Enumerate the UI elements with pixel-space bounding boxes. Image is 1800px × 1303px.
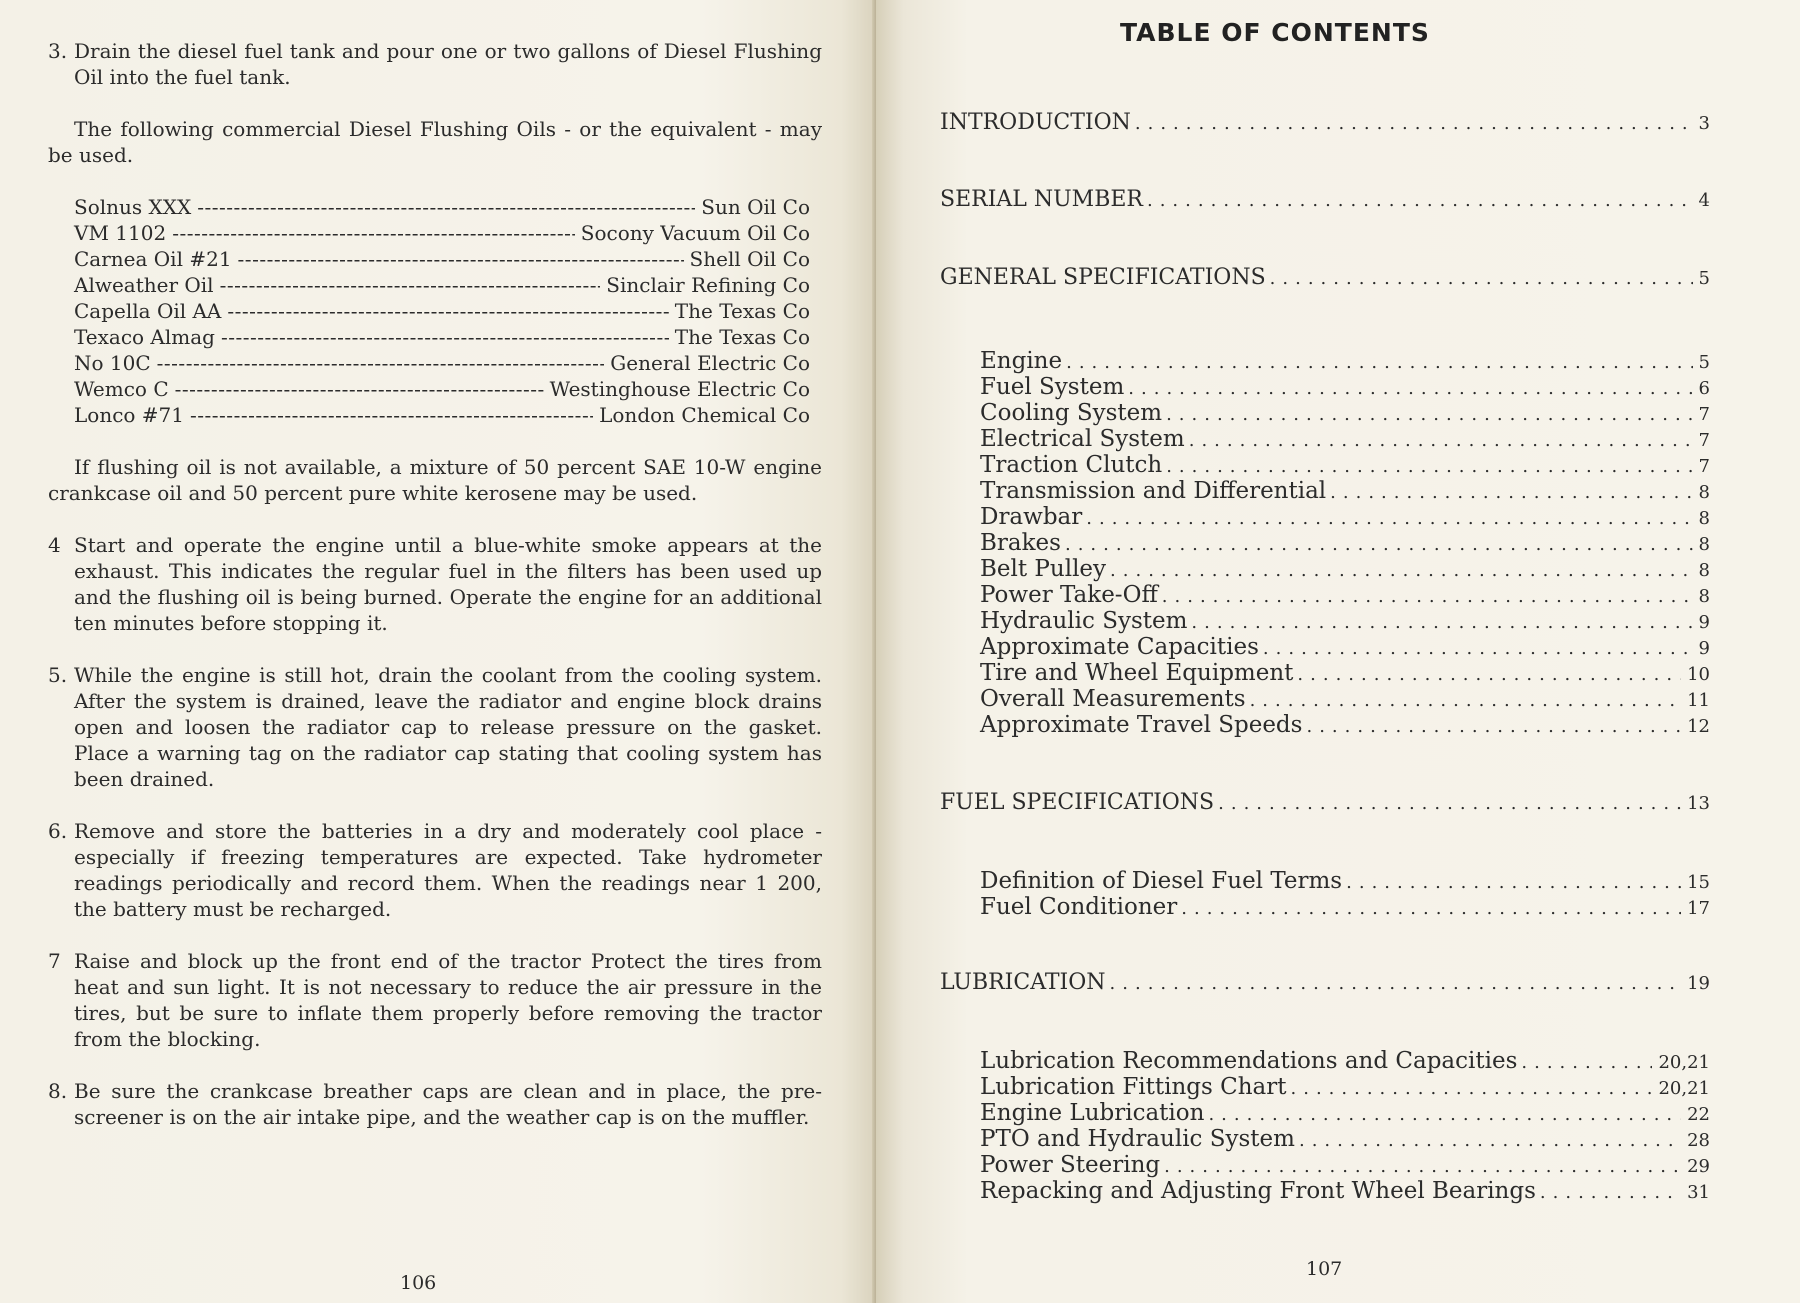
toc-entry <box>980 452 1710 478</box>
leader-dashes <box>227 298 668 324</box>
toc-page: 11 <box>1687 690 1710 711</box>
toc-label: Belt Pulley <box>980 556 1107 582</box>
flushing-oils-intro: The following commercial Diesel Flushing Oils - or the equivalent - may be used. <box>48 117 822 167</box>
toc-label: Repacking and Adjusting Front Wheel Bearings <box>980 1178 1536 1204</box>
oil-row <box>74 194 810 220</box>
leader-dots <box>1346 872 1681 893</box>
toc-label: Lubrication Fittings Chart <box>980 1074 1287 1100</box>
leader-dots <box>1181 898 1681 919</box>
oil-company: Westinghouse Electric Co <box>549 377 810 401</box>
leader-dots <box>1250 690 1682 711</box>
leader-dots <box>1297 664 1681 685</box>
leader-dots <box>1162 586 1693 607</box>
flushing-oil-list <box>74 194 810 428</box>
leader-dashes <box>172 220 575 246</box>
leader-dots <box>1521 1052 1652 1073</box>
step-number: 7 <box>48 949 61 973</box>
step-3 <box>48 38 822 90</box>
toc-page: 10 <box>1687 664 1710 685</box>
toc-entry <box>980 426 1710 452</box>
leader-dashes <box>238 246 684 272</box>
leader-dots <box>1110 560 1693 581</box>
toc-entry <box>980 504 1710 530</box>
leader-dashes <box>175 376 544 402</box>
toc-label: Engine Lubrication <box>980 1100 1205 1126</box>
leader-dots <box>1191 612 1692 633</box>
toc-page: 7 <box>1698 404 1710 425</box>
oil-company: The Texas Co <box>674 325 810 349</box>
toc-page: 9 <box>1698 612 1710 633</box>
toc-entry <box>980 400 1710 426</box>
toc-entry <box>980 374 1710 400</box>
toc-label: Power Steering <box>980 1152 1161 1178</box>
toc-entry <box>980 1152 1710 1178</box>
toc-label: Fuel Conditioner <box>980 894 1178 920</box>
toc-page: 17 <box>1687 898 1710 919</box>
leader-dots <box>1147 190 1693 211</box>
toc-entry <box>980 556 1710 582</box>
toc-entry <box>940 970 1710 995</box>
toc-label: Cooling System <box>980 400 1163 426</box>
toc-entry <box>980 894 1710 920</box>
toc-page: 7 <box>1698 430 1710 451</box>
step-text: While the engine is still hot, drain the coolant from the cooling system. After the system is drained, leave the radiator and engine block drains open and loosen the radiator cap to release pressure on the gasket. Place a warning tag on the radiator cap stating that cooling system has been drained. <box>74 663 822 791</box>
leader-dots <box>1218 793 1681 814</box>
toc-page: 12 <box>1687 716 1710 737</box>
oil-name: Carnea Oil #21 <box>74 247 232 271</box>
toc-label: Engine <box>980 348 1063 374</box>
step-text: Be sure the crankcase breather caps are clean and in place, the pre-screener is on the air intake pipe, and the weather cap is on the muffler. <box>74 1079 822 1129</box>
oil-name: VM 1102 <box>74 221 167 245</box>
toc-label: Hydraulic System <box>980 608 1188 634</box>
toc-entry <box>940 110 1710 135</box>
toc-page: 20,21 <box>1658 1052 1710 1073</box>
oil-row <box>74 246 810 272</box>
step-number: 6. <box>48 819 68 843</box>
toc-label: FUEL SPECIFICATIONS <box>940 790 1215 815</box>
toc-label: Lubrication Recommendations and Capacities <box>980 1048 1518 1074</box>
toc-entry <box>980 634 1710 660</box>
leader-dots <box>1066 352 1692 373</box>
toc-entry <box>940 187 1710 212</box>
toc-page: 8 <box>1698 508 1710 529</box>
leader-dots <box>1065 534 1693 555</box>
leader-dots <box>1330 482 1692 503</box>
toc-label: PTO and Hydraulic System <box>980 1126 1295 1152</box>
step-7 <box>48 948 822 1052</box>
toc-entry <box>980 686 1710 712</box>
toc-entry <box>980 1100 1710 1126</box>
leader-dashes <box>197 194 695 220</box>
toc-page: 28 <box>1687 1130 1710 1151</box>
leader-dots <box>1128 378 1692 399</box>
toc-page: 29 <box>1687 1156 1710 1177</box>
left-page <box>0 0 876 1303</box>
leader-dots <box>1135 113 1693 134</box>
toc-entry <box>980 1178 1710 1204</box>
left-page-content <box>48 38 822 1130</box>
toc-label: Drawbar <box>980 504 1083 530</box>
leader-dots <box>1270 268 1693 289</box>
toc-label: GENERAL SPECIFICATIONS <box>940 265 1266 290</box>
toc-entry <box>980 608 1710 634</box>
toc-page: 6 <box>1698 378 1710 399</box>
oil-row <box>74 272 810 298</box>
oil-company: Socony Vacuum Oil Co <box>580 221 810 245</box>
page-number: 106 <box>400 1272 437 1294</box>
toc-label: Transmission and Differential <box>980 478 1327 504</box>
oil-name: Alweather Oil <box>74 273 214 297</box>
toc-page: 13 <box>1687 793 1710 814</box>
oil-company: London Chemical Co <box>599 403 810 427</box>
step-text: Drain the diesel fuel tank and pour one or two gallons of Diesel Flushing Oil into the fuel tank. <box>74 39 822 89</box>
toc-label: Brakes <box>980 530 1061 556</box>
toc-entry <box>940 790 1710 815</box>
oil-row <box>74 324 810 350</box>
leader-dots <box>1189 430 1693 451</box>
toc-page: 7 <box>1698 456 1710 477</box>
toc-label: Overall Measurements <box>980 686 1246 712</box>
toc-entry <box>980 712 1710 738</box>
toc-label: LUBRICATION <box>940 970 1106 995</box>
oil-name: Capella Oil AA <box>74 299 222 323</box>
toc-label: SERIAL NUMBER <box>940 187 1143 212</box>
leader-dots <box>1166 456 1692 477</box>
oil-name: Lonco #71 <box>74 403 185 427</box>
step-4 <box>48 532 822 636</box>
toc-entry <box>980 1126 1710 1152</box>
toc-page: 22 <box>1687 1104 1710 1125</box>
toc-page: 8 <box>1698 560 1710 581</box>
toc-page: 8 <box>1698 482 1710 503</box>
leader-dots <box>1299 1130 1681 1151</box>
toc-page: 15 <box>1687 872 1710 893</box>
oil-company: General Electric Co <box>610 351 810 375</box>
toc-title: TABLE OF CONTENTS <box>1120 18 1430 47</box>
step-number: 4 <box>48 533 61 557</box>
leader-dashes <box>221 324 669 350</box>
toc-entry <box>980 660 1710 686</box>
step-5 <box>48 662 822 792</box>
leader-dots <box>1166 404 1692 425</box>
leader-dots <box>1291 1078 1653 1099</box>
page-number: 107 <box>1306 1258 1343 1280</box>
oil-row <box>74 350 810 376</box>
right-page <box>876 0 1800 1303</box>
leader-dots <box>1110 973 1682 994</box>
oil-name: No 10C <box>74 351 151 375</box>
toc-entry <box>940 265 1710 290</box>
toc-page: 20,21 <box>1658 1078 1710 1099</box>
step-text: Remove and store the batteries in a dry and moderately cool place - especially if freezing temperatures are expected. Take hydrometer readings periodically and record them. When the readings near 1 200, the battery must be recharged. <box>74 819 822 921</box>
oil-row <box>74 376 810 402</box>
step-text: Raise and block up the front end of the tractor Protect the tires from heat and sun light. It is not necessary to reduce the air pressure in the tires, but be sure to inflate them properly before removing the tractor from the blocking. <box>74 949 822 1051</box>
toc-page: 8 <box>1698 534 1710 555</box>
leader-dots <box>1540 1182 1681 1203</box>
oil-name: Wemco C <box>74 377 169 401</box>
leader-dashes <box>190 402 593 428</box>
toc-page: 31 <box>1687 1182 1710 1203</box>
step-number: 8. <box>48 1079 68 1103</box>
toc-page: 4 <box>1698 190 1710 211</box>
oil-company: The Texas Co <box>674 299 810 323</box>
oil-company: Sinclair Refining Co <box>606 273 810 297</box>
oil-name: Solnus XXX <box>74 195 192 219</box>
toc-page: 5 <box>1698 268 1710 289</box>
toc-label: Approximate Travel Speeds <box>980 712 1303 738</box>
step-text: Start and operate the engine until a blue-white smoke appears at the exhaust. This indicates the regular fuel in the filters has been used up and the flushing oil is being burned. Operate the engine for an additional ten minutes before stopping it. <box>74 533 822 635</box>
oil-company: Sun Oil Co <box>701 195 810 219</box>
leader-dots <box>1086 508 1692 529</box>
toc-label: Traction Clutch <box>980 452 1163 478</box>
leader-dashes <box>157 350 605 376</box>
leader-dots <box>1263 638 1693 659</box>
toc-label: INTRODUCTION <box>940 110 1131 135</box>
oil-row <box>74 298 810 324</box>
step-6 <box>48 818 822 922</box>
toc-label: Definition of Diesel Fuel Terms <box>980 868 1343 894</box>
oil-row <box>74 220 810 246</box>
oil-company: Shell Oil Co <box>689 247 810 271</box>
mixture-paragraph: If flushing oil is not available, a mixture of 50 percent SAE 10-W engine crankcase oil and 50 percent pure white kerosene may be used. <box>48 455 822 505</box>
toc-entry <box>980 1048 1710 1074</box>
toc-page: 8 <box>1698 586 1710 607</box>
oil-name: Texaco Almag <box>74 325 215 349</box>
toc-entry <box>980 582 1710 608</box>
step-8 <box>48 1078 822 1130</box>
leader-dashes <box>220 272 601 298</box>
toc-label: Fuel System <box>980 374 1125 400</box>
toc-entry <box>980 1074 1710 1100</box>
toc-page: 5 <box>1698 352 1710 373</box>
step-number: 5. <box>48 663 68 687</box>
toc-label: Approximate Capacities <box>980 634 1259 660</box>
toc-entry <box>980 530 1710 556</box>
toc-label: Electrical System <box>980 426 1185 452</box>
toc-entry <box>980 478 1710 504</box>
toc-entry <box>980 868 1710 894</box>
oil-row <box>74 402 810 428</box>
leader-dots <box>1164 1156 1681 1177</box>
toc-label: Power Take-Off <box>980 582 1158 608</box>
toc-label: Tire and Wheel Equipment <box>980 660 1294 686</box>
leader-dots <box>1306 716 1681 737</box>
step-number: 3. <box>48 39 68 63</box>
toc-page: 19 <box>1687 973 1710 994</box>
leader-dots <box>1208 1104 1681 1125</box>
toc-entry <box>980 348 1710 374</box>
toc-page: 3 <box>1698 113 1710 134</box>
toc-page: 9 <box>1698 638 1710 659</box>
